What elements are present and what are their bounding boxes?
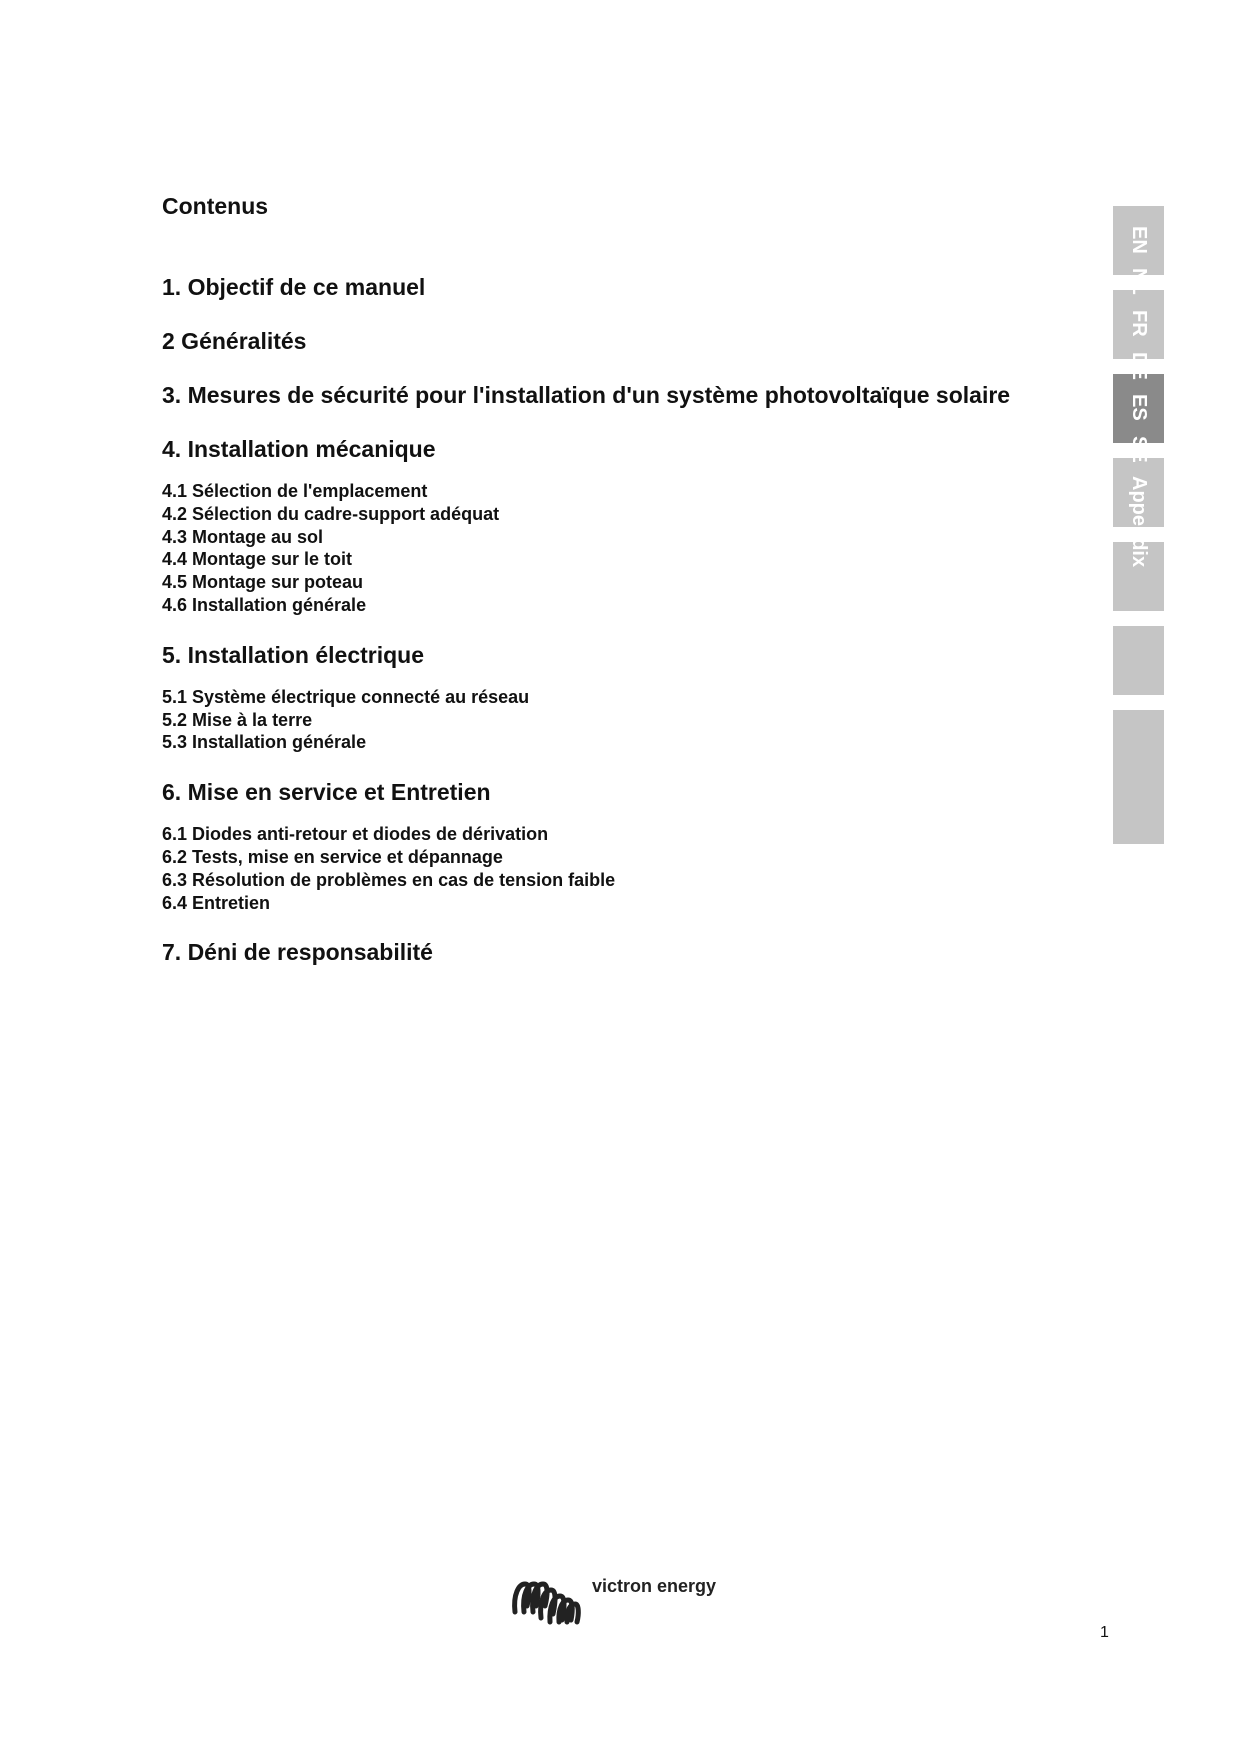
toc-section	[162, 640, 1062, 754]
toc-subsection[interactable]: 4.5 Montage sur poteau	[162, 572, 364, 593]
language-tab[interactable]	[1113, 710, 1164, 844]
toc-subsection-list	[162, 686, 1062, 754]
toc-subsection[interactable]: 6.1 Diodes anti-retour et diodes de dérivation	[162, 824, 549, 845]
toc-subsection-list	[162, 823, 1062, 914]
toc-section-title[interactable]: 6. Mise en service et Entretien	[162, 779, 491, 806]
toc-subsection[interactable]: 4.6 Installation générale	[162, 594, 367, 615]
language-tab-label: DE	[1128, 352, 1150, 380]
toc-section	[162, 777, 1062, 914]
toc-section-title[interactable]: 1. Objectif de ce manuel	[162, 274, 426, 300]
toc-section-title[interactable]: 4. Installation mécanique	[162, 436, 436, 462]
toc-section	[162, 272, 1062, 303]
toc-subsection[interactable]: 5.1 Système électrique connecté au réseau	[162, 686, 530, 707]
toc-subsection[interactable]: 6.2 Tests, mise en service et dépannage	[162, 846, 503, 867]
language-tab-label: Appendix	[1128, 476, 1150, 568]
language-tab-label: FR	[1128, 310, 1150, 337]
toc-subsection[interactable]: 4.4 Montage sur le toit	[162, 549, 353, 570]
toc-section	[162, 380, 1062, 411]
page-number: 1	[1100, 1624, 1109, 1641]
toc-subsection[interactable]: 6.4 Entretien	[162, 892, 271, 913]
toc-subsection[interactable]: 5.3 Installation générale	[162, 732, 367, 753]
toc-section-title[interactable]: 5. Installation électrique	[162, 641, 425, 668]
toc-subsection[interactable]: 4.1 Sélection de l'emplacement	[162, 481, 428, 501]
toc-subsection[interactable]: 5.2 Mise à la terre	[162, 709, 313, 730]
language-tab-label: EN	[1128, 226, 1150, 254]
toc-section	[162, 326, 1062, 357]
language-tab[interactable]	[1113, 626, 1164, 695]
language-tab-label: ES	[1128, 394, 1150, 421]
toc-title: Contenus	[162, 193, 269, 219]
toc-subsection[interactable]: 4.2 Sélection du cadre-support adéquat	[162, 503, 500, 524]
brand-name: victron energy	[592, 1576, 717, 1596]
toc-list	[162, 272, 1062, 991]
toc-subsection[interactable]: 6.3 Résolution de problèmes en cas de tension faible	[162, 869, 616, 890]
toc-section-title[interactable]: 2 Généralités	[162, 328, 307, 354]
toc-section	[162, 434, 1062, 617]
toc-section-title[interactable]: 7. Déni de responsabilité	[162, 939, 433, 966]
victron-energy-logo	[505, 1572, 725, 1630]
toc-section	[162, 937, 1062, 968]
toc-subsection[interactable]: 4.3 Montage au sol	[162, 526, 324, 547]
toc-subsection-list	[162, 480, 1062, 617]
victron-coil-icon	[505, 1572, 587, 1630]
language-tab-label: SE	[1128, 436, 1150, 463]
toc-section-title[interactable]: 3. Mesures de sécurité pour l'installation d'un système photovoltaïque solaire	[162, 382, 1011, 408]
language-tab-label: NL	[1128, 268, 1150, 295]
